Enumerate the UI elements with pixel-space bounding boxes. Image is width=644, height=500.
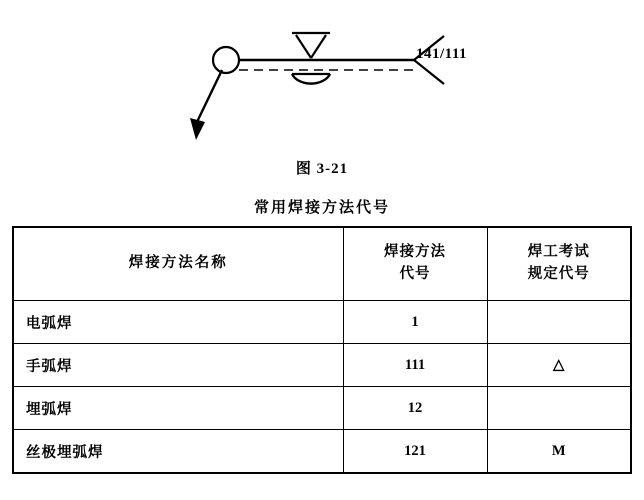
cell-exam-code [487, 387, 631, 430]
cell-method-code: 111 [343, 344, 487, 387]
leader-line [196, 70, 222, 124]
column-header-exam-code [487, 227, 631, 301]
table-row [13, 301, 631, 344]
welding-methods-table [12, 226, 632, 474]
column-header-exam-code-line1: 焊工考试 [527, 244, 590, 261]
table-row [13, 387, 631, 430]
concave-backing-symbol-icon [292, 74, 330, 84]
table-header-row [13, 227, 631, 301]
v-groove-right-leg [311, 35, 326, 58]
cell-method-name: 手弧焊 [13, 344, 343, 387]
cell-method-code: 12 [343, 387, 487, 430]
v-groove-left-leg [296, 35, 311, 58]
column-header-method-code-line1: 焊接方法 [384, 244, 446, 261]
column-header-method-code [343, 227, 487, 301]
cell-method-name: 电弧焊 [13, 301, 343, 344]
column-header-method-name: 焊接方法名称 [13, 227, 343, 301]
cell-method-code: 121 [343, 430, 487, 474]
column-header-exam-code-line2: 规定代号 [527, 266, 590, 282]
cell-method-name: 埋弧焊 [13, 387, 343, 430]
reference-circle-icon [213, 47, 239, 73]
fork-tail-lower [414, 60, 444, 84]
leader-arrow-icon [190, 118, 205, 140]
table-header [13, 227, 631, 301]
cell-method-name: 丝极埋弧焊 [13, 430, 343, 474]
figure-caption: 图 3-21 [295, 161, 349, 177]
figure-diagram [0, 0, 644, 190]
column-header-method-code-line2: 代号 [399, 266, 431, 282]
table-title: 常用焊接方法代号 [253, 200, 390, 216]
cell-method-code: 1 [343, 301, 487, 344]
symbol-code-text: 141/111 [416, 46, 468, 62]
cell-exam-code: △ [487, 344, 631, 387]
table-body [13, 301, 631, 474]
table-row [13, 344, 631, 387]
cell-exam-code [487, 301, 631, 344]
table-row [13, 430, 631, 474]
cell-exam-code: M [487, 430, 631, 474]
